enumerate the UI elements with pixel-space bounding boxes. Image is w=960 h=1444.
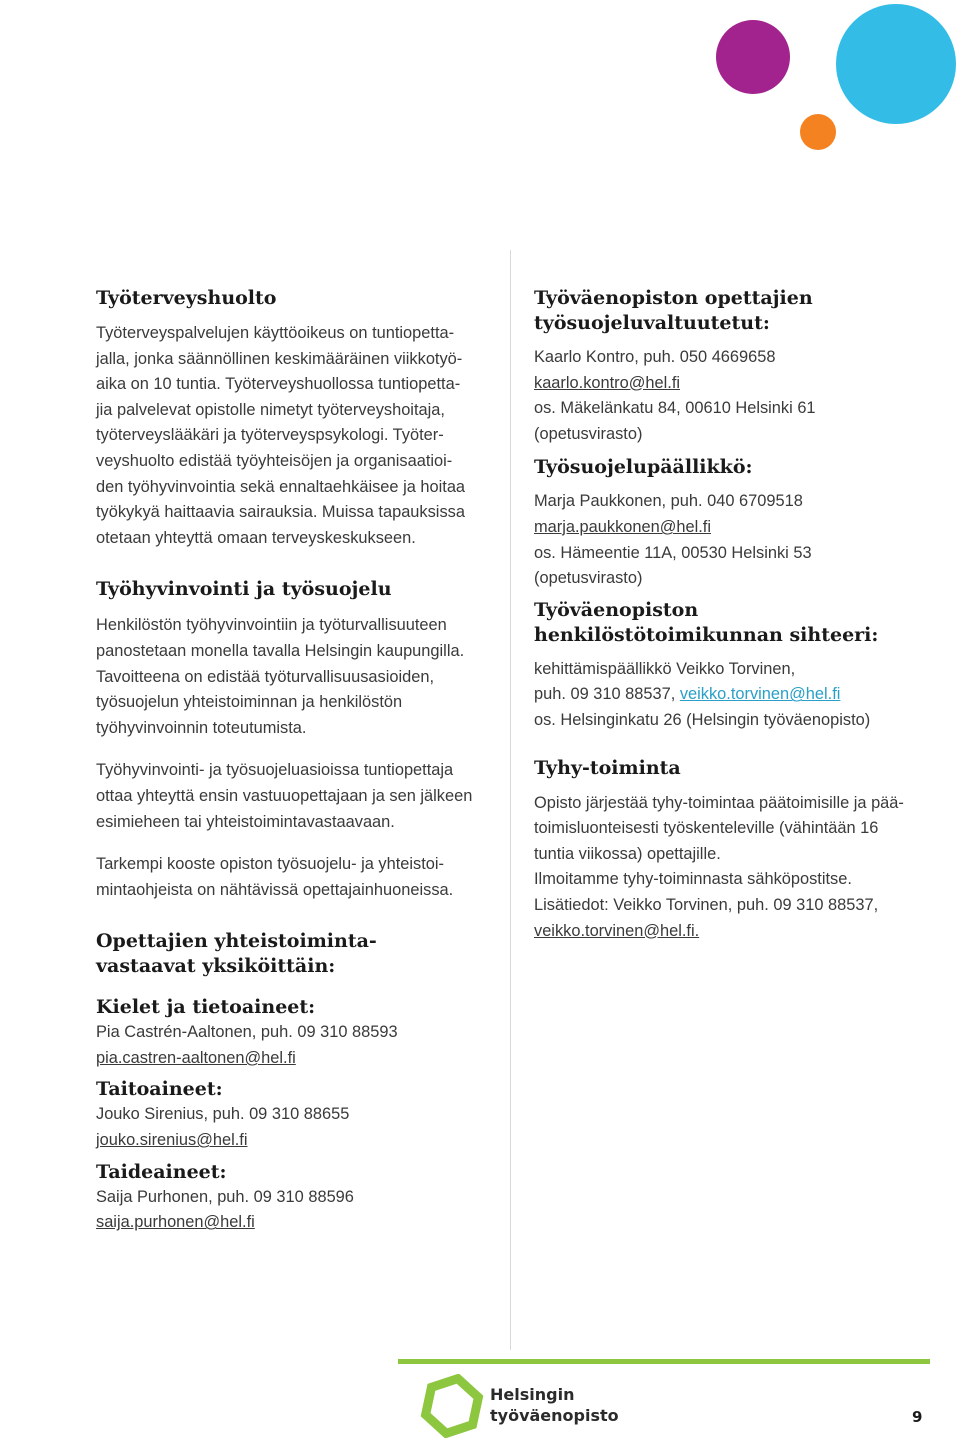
contact-address: os. Mäkelänkatu 84, 00610 Helsinki 61 [534, 399, 816, 418]
heading-tyhy-toiminta: Tyhy-toiminta [534, 756, 681, 779]
heading-line: vastaavat yksiköittäin: [96, 955, 336, 978]
heading-tyohyvinvointi: Työhyvinvointi ja työsuojelu [96, 578, 392, 601]
heading-line: työsuojeluvaltuutetut: [534, 312, 770, 334]
email-link[interactable]: kaarlo.kontro@hel.fi [534, 373, 681, 392]
email-link[interactable]: pia.castren-aaltonen@hel.fi [96, 1048, 296, 1067]
column-divider [510, 250, 511, 1350]
heading-line: Työväenopiston opettajien [534, 287, 813, 309]
heading-tyosuojelupaallikko: Työsuojelupäällikkö: [534, 456, 753, 479]
paragraph-tyoterveyshuolto: Työterveyspalvelujen käyttöoikeus on tuntiopetta- jalla, jonka säännöllinen keskimääräinen viikkotyö- aika on 10 tuntia. Työterveyshuollossa tuntiopetta- jia palvelevat opistolle nimetyt työterveyshoitaja, työterveyslääkäri ja työterveyspsykologi. Työter- veyshuolto edistää työyhteisöjen ja organisaatioi- den työhyvinvointia sekä ennaltaehkäisee ja hoitaa työkykyä haittaavia sairauksia. Muissa tapauksissa otetaan yhteyttä omaan terveyskeskukseen. [96, 324, 466, 547]
email-link[interactable]: veikko.torvinen@hel.fi. [534, 921, 700, 940]
decorative-orange-circle [800, 114, 836, 150]
footer-green-line [398, 1359, 930, 1364]
contact-name: Pia Castrén-Aaltonen, puh. 09 310 88593 [96, 1023, 398, 1042]
heading-taitoaineet: Taitoaineet: [96, 1078, 223, 1101]
contact-name: kehittämispäällikkö Veikko Torvinen, [534, 659, 796, 678]
email-link[interactable]: jouko.sirenius@hel.fi [96, 1131, 248, 1150]
heading-line: henkilöstötoimikunnan sihteeri: [534, 623, 879, 646]
contact-name: Saija Purhonen, puh. 09 310 88596 [96, 1187, 354, 1206]
paragraph-tyohyvinvointi-2: Työhyvinvointi- ja työsuojeluasioissa tuntiopettaja ottaa yhteyttä ensin vastuuopettajaan ja sen jälkeen esimieheen tai yhteistoimintavastaavaan. [96, 761, 473, 831]
paragraph-tyohyvinvointi-3: Tarkempi kooste opiston työsuojelu- ja yhteistoi- mintaohjeista on nähtävissä opettajainhuoneissa. [96, 855, 454, 899]
contact-phone [534, 682, 930, 708]
contact-address: os. Hämeentie 11A, 00530 Helsinki 53 [534, 543, 812, 562]
right-column [534, 286, 930, 944]
left-column [96, 286, 500, 1236]
paragraph-tyohyvinvointi-1: Henkilöstön työhyvinvointiin ja työturvallisuuteen panostetaan monella tavalla Helsingin kaupungilla. Tavoitteena on edistää työturvallisuusasioiden, työsuojelun yhteistoiminnan ja henkilöstön työhyvinvoinnin toteutumista. [96, 616, 465, 737]
logo-text [490, 1384, 619, 1426]
contact-name: Kaarlo Kontro, puh. 050 4669658 [534, 348, 776, 366]
decorative-purple-circle [716, 20, 790, 94]
contact-name: Marja Paukkonen, puh. 040 6709518 [534, 492, 803, 511]
email-link[interactable]: veikko.torvinen@hel.fi [679, 685, 841, 704]
logo-line: työväenopisto [490, 1406, 619, 1425]
heading-taideaineet: Taideaineet: [96, 1160, 227, 1183]
contact-office: (opetusvirasto) [534, 424, 643, 443]
email-link[interactable]: saija.purhonen@hel.fi [96, 1213, 255, 1232]
contact-office: (opetusvirasto) [534, 569, 643, 588]
phone-text: puh. 09 310 88537, [534, 685, 680, 704]
contact-name: Jouko Sirenius, puh. 09 310 88655 [96, 1105, 350, 1124]
heading-line: Opettajien yhteistoiminta- [96, 930, 377, 953]
heading-tyosuojeluvaltuutetut [534, 286, 930, 336]
heading-yhteistoimintavastaavat [96, 929, 500, 979]
paragraph-tyhy-toiminta: Opisto järjestää tyhy-toimintaa päätoimisille ja pää- toimisluonteisesti työskenteleville (vähintään 16 tuntia viikossa) opettajille. Ilmoitamme tyhy-toiminnasta sähköpostitse. Lisätiedot: Veikko Torvinen, puh. 09 310 88537, [534, 793, 904, 914]
decorative-blue-circle [836, 4, 956, 124]
contact-address: os. Helsinginkatu 26 (Helsingin työväenopisto) [534, 710, 871, 729]
heading-line: Työväenopiston [534, 598, 699, 621]
helsingin-tyovaenopisto-logo-icon [420, 1374, 484, 1438]
heading-tyoterveyshuolto: Työterveyshuolto [96, 287, 277, 309]
page-number: 9 [912, 1408, 923, 1426]
heading-henkilostotoimikunta [534, 598, 930, 648]
logo-line: Helsingin [490, 1385, 575, 1404]
heading-kielet: Kielet ja tietoaineet: [96, 996, 316, 1019]
email-link[interactable]: marja.paukkonen@hel.fi [534, 517, 711, 536]
